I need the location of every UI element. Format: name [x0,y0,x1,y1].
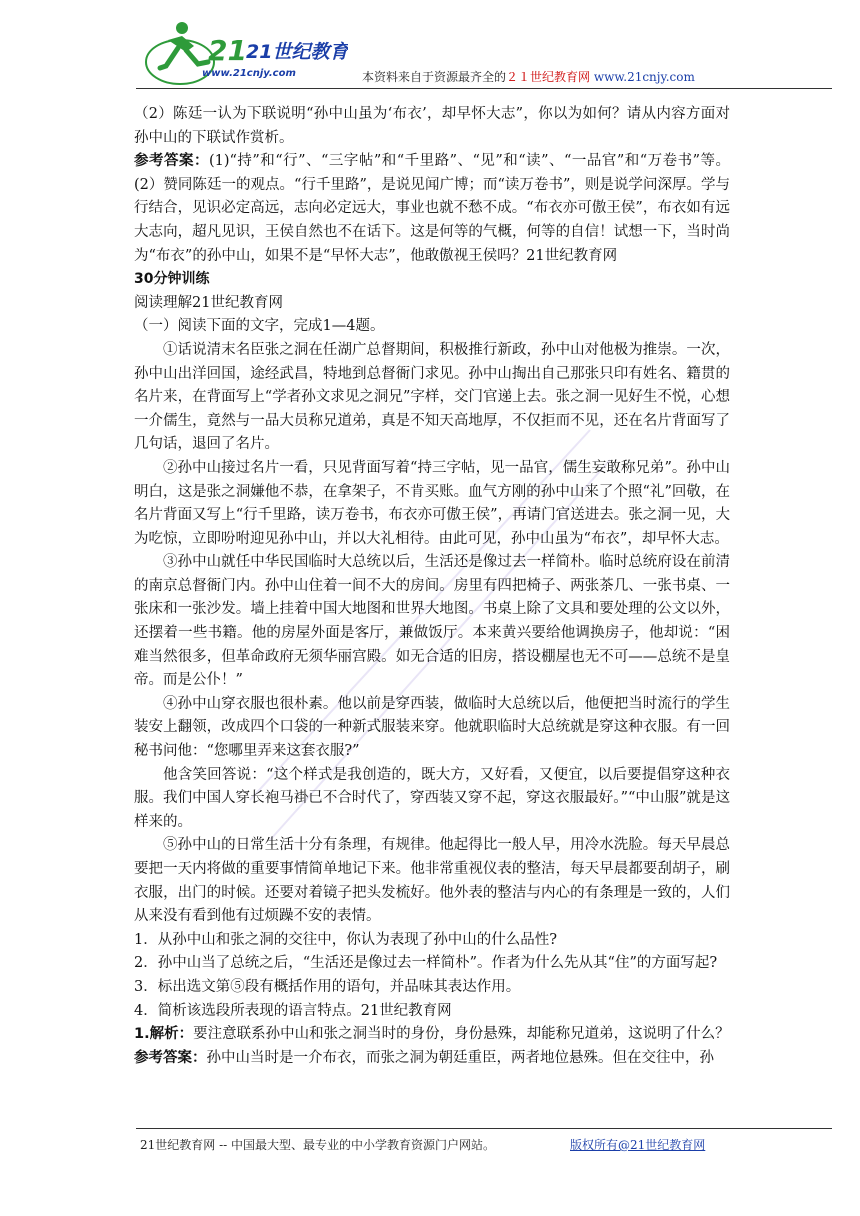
logo-21cnjy [138,18,348,88]
instruction: （一）阅读下面的文字，完成1—4题。 [134,318,385,335]
answer-label: 参考答案： [134,1049,207,1066]
header-divider [136,88,832,89]
footer-text: 21世纪教育网 -- 中国最大型、最专业的中小学教育资源门户网站。 [140,1138,496,1152]
answer-text: (1)“持”和“行”、“三字帖”和“千里路”、“见”和“读”、“一品官”和“万卷书”等。(2）赞同陈廷一的观点。“行千里路”，是说见闻广博；而“读万卷书”，则是说学问深厚。学与行结合，见识必定高远，志向必定远大，事业也就不愁不成。“布衣亦可傲王侯”，布衣如有远大志向，超凡见识，王侯自然也不在话下。这是何等的气概，何等的自信！试想一下，当时尚为“布衣”的孙中山，如果不是“早怀大志”，他敢傲视王侯吗？21世纪教育网 [134,153,730,264]
page-header [0,0,860,100]
answer-label: 参考答案： [134,153,209,170]
paragraph-4: ④孙中山穿衣服也很朴素。他以前是穿西装，做临时大总统以后，他便把当时流行的学生装安上翻领，改成四个口袋的一种新式服装来穿。他就职临时大总统就是穿这种衣服。有一回秘书问他：“您哪里弄来这套衣服?” [134,695,730,760]
analysis-block [134,1023,730,1047]
question-2: （2）陈廷一认为下联说明“孙中山虽为‘布衣’，却早怀大志”，你以为如何？请从内容方面对孙中山的下联试作赏析。 [134,106,730,146]
paragraph-3: ③孙中山就任中华民国临时大总统以后，生活还是像过去一样简朴。临时总统府设在前清的南京总督衙门内。孙中山住着一间不大的房间。房里有四把椅子、两张茶几、一张书桌、一张床和一张沙发。墙上挂着中国大地图和世界大地图。书桌上除了文具和要处理的公文以外，还摆着一些书籍。他的房屋外面是客厅，兼做饭厅。本来黄兴要给他调换房子，他却说：“困难当然很多，但革命政府无须华丽宫殿。如无合适的旧房，搭设棚屋也无不可——总统不是皇帝。而是公仆！” [134,554,730,689]
source-line: 本资料来自于资源最齐全的２１世纪教育网 www.21cnjy.com [362,70,695,84]
paragraph-5: 他含笑回答说：“这个样式是我创造的，既大方，又好看，又便宜，以后要提倡穿这种衣服。我们中国人穿长袍马褂已不合时代了，穿西装又穿不起，穿这衣服最好。”“中山服”就是这样来的。 [134,766,730,830]
answer-block-2 [134,1047,730,1071]
svg-text:www.21cnjy.com: www.21cnjy.com [202,68,296,79]
paragraph-1: ①话说清末名臣张之洞在任湖广总督期间，积极推行新政，孙中山对他极为推崇。一次，孙中山出洋回国，途经武昌，特地到总督衙门求见。孙中山掏出自己那张只印有姓名、籍贯的名片来，在背面写上“学者孙文求见之洞兄”字样，交门官递上去。张之洞一见好生不悦，心想一介儒生，竟然与一品大员称兄道弟，真是不知天高地厚，不仅拒而不见，还在名片背面写了几句话，退回了名片。 [134,341,730,453]
source-site-link[interactable]: ２１世纪教育网 [506,70,591,84]
question-c: 3．标出选文第⑤段有概括作用的语句，并品味其表达作用。 [134,978,521,995]
copyright-link[interactable]: 版权所有@21世纪教育网 [570,1138,706,1152]
reading-title: 阅读理解21世纪教育网 [134,294,283,311]
footer-divider [136,1128,832,1129]
svg-text:21世纪教育: 21世纪教育 [246,41,348,63]
section-title: 30分钟训练 [134,271,210,288]
source-url-link[interactable]: www.21cnjy.com [593,70,695,84]
paragraph-2: ②孙中山接过名片一看，只见背面写着“持三字帖，见一品官，儒生妄敢称兄弟”。孙中山明白，这是张之洞嫌他不恭，在拿架子，不肯买账。血气方刚的孙中山来了个照“礼”回敬，在名片背面又写上“行千里路，读万卷书，布衣亦可傲王侯”，再请门官送进去。张之洞一见，大为吃惊，立即吩咐迎见孙中山，并以大礼相待。由此可见，孙中山虽为“布衣”，却早怀大志。 [134,459,730,547]
question-d: 4．简析该选段所表现的语言特点。21世纪教育网 [134,1002,452,1019]
answer-text: 孙中山当时是一介布衣，而张之洞为朝廷重臣，两者地位悬殊。但在交往中，孙 [206,1049,714,1066]
analysis-label: 1.解析： [134,1026,194,1043]
svg-text:21: 21 [208,34,247,67]
paragraph-6: ⑤孙中山的日常生活十分有条理，有规律。他起得比一般人早，用冷水洗脸。每天早晨总要把一天内将做的重要事情简单地记下来。他非常重视仪表的整洁，每天早晨都要刮胡子，刷衣服，出门的时候。还要对着镜子把头发梳好。他外表的整洁与内心的有条理是一致的，人们从来没有看到他有过烦躁不安的表情。 [134,837,730,925]
question-a: 1．从孙中山和张之洞的交往中，你认为表现了孙中山的什么品性? [134,931,557,948]
answer-block-1 [134,150,730,268]
analysis-text: 要注意联系孙中山和张之洞当时的身份，身份悬殊，却能称兄道弟，这说明了什么？ [193,1026,730,1043]
question-b: 2．孙中山当了总统之后，“生活还是像过去一样简朴”。作者为什么先从其“住”的方面写起? [134,955,718,972]
document-body [134,103,730,1070]
